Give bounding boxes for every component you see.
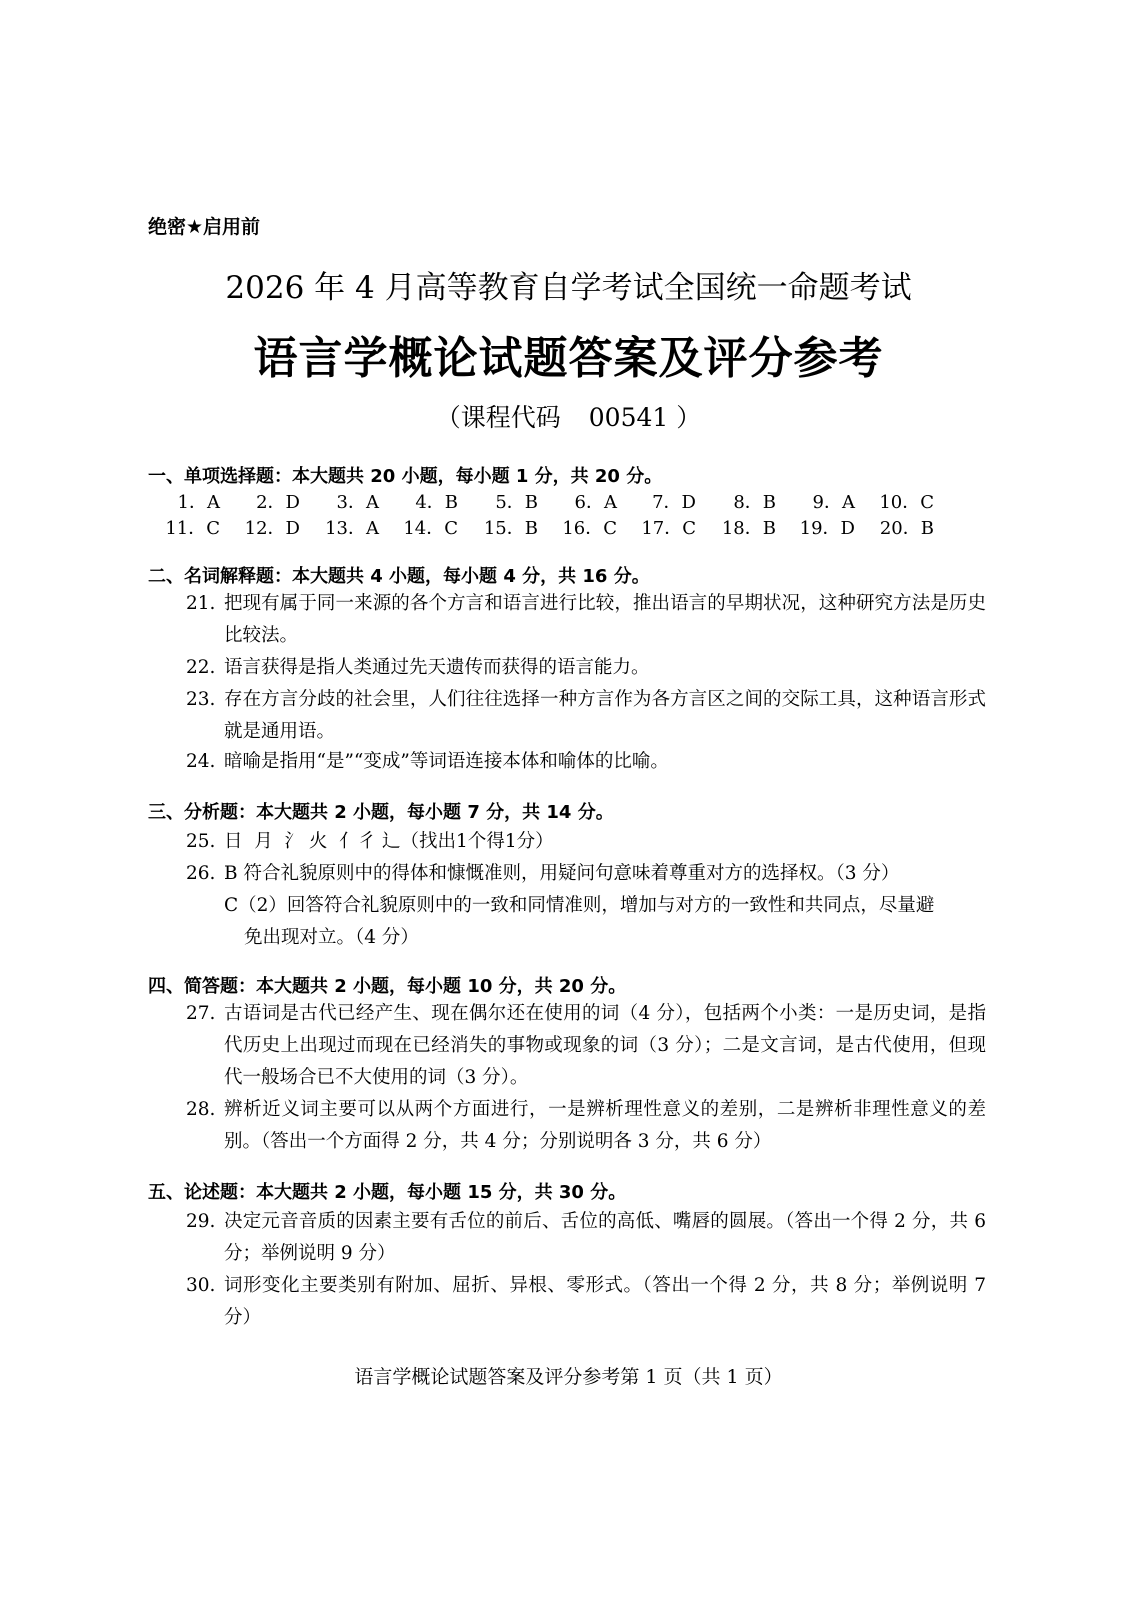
item-text: 暗喻是指用“是”“变成”等词语连接本体和喻体的比喻。 (224, 751, 669, 772)
item-text: 决定元音音质的因素主要有舌位的前后、舌位的高低、嘴唇的圆展。（答出一个得 2 分，共 6 分；举例说明 9 分） (224, 1211, 986, 1264)
page-footer: 语言学概论试题答案及评分参考第 1 页（共 1 页） (354, 1366, 783, 1388)
course-code-label: （课程代码 (435, 403, 561, 432)
answer-27 (186, 998, 986, 1094)
page-title: 语言学概论试题答案及评分参考 (253, 333, 884, 384)
answer-28 (186, 1094, 986, 1158)
answer-item: 1．A (177, 492, 220, 513)
answer-item: 10．C (879, 492, 934, 513)
item-number: 24. (186, 751, 216, 772)
item-text: 语言获得是指人类通过先天遗传而获得的语言能力。 (224, 657, 650, 678)
item-number: 22. (186, 657, 216, 678)
answer-item: 15．B (483, 518, 538, 539)
answer-item: 4．B (415, 492, 458, 513)
item-text: 日 月 氵 火 亻彳 辶（找出1个得1分） (224, 831, 554, 852)
answer-item: 12．D (244, 518, 300, 539)
answer-25 (186, 826, 986, 858)
item-text: 辨析近义词主要可以从两个方面进行，一是辨析理性意义的差别，二是辨析非理性意义的差别。（答出一个方面得 2 分，共 4 分；分别说明各 3 分，共 6 分） (224, 1099, 986, 1152)
item-number: 23. (186, 689, 216, 710)
item-text: 把现有属于同一来源的各个方言和语言进行比较，推出语言的早期状况，这种研究方法是历史比较法。 (224, 593, 986, 646)
answer-30 (186, 1270, 986, 1334)
answer-24 (186, 746, 986, 778)
item-text: C（2）回答符合礼貌原则中的一致和同情准则，增加与对方的一致性和共同点，尽量避 (224, 895, 935, 916)
answer-item: 13．A (325, 518, 379, 539)
section-5-heading: 五、论述题：本大题共 2 小题，每小题 15 分，共 30 分。 (148, 1182, 627, 1203)
answer-item: 8．B (733, 492, 776, 513)
answer-23 (186, 684, 986, 748)
answer-26-part-c (224, 890, 986, 954)
item-number: 26. (186, 863, 216, 884)
answer-row-2 (160, 514, 980, 538)
answer-item: 9．A (812, 492, 855, 513)
item-text-continued: 免出现对立。（4 分） (244, 927, 419, 948)
course-code-value: 00541 ） (588, 403, 702, 432)
answer-item: 6．A (574, 492, 617, 513)
section-2-heading: 二、名词解释题：本大题共 4 小题，每小题 4 分，共 16 分。 (148, 566, 650, 587)
answer-item: 5．B (495, 492, 538, 513)
item-number: 25. (186, 831, 216, 852)
answer-item: 7．D (652, 492, 696, 513)
answer-29 (186, 1206, 986, 1270)
item-text: 古语词是古代已经产生、现在偶尔还在使用的词（4 分），包括两个小类：一是历史词，是指代历史上出现过而现在已经消失的事物或现象的词（3 分）；二是文言词，是古代使用，但现代一般场合已不大使用的词（3 分）。 (224, 1003, 986, 1088)
section-1-heading: 一、单项选择题：本大题共 20 小题，每小题 1 分，共 20 分。 (148, 466, 663, 487)
confidential-label: 绝密★启用前 (148, 216, 261, 238)
answer-item: 18．B (721, 518, 776, 539)
item-number: 30. (186, 1275, 216, 1296)
answer-item: 2．D (256, 492, 300, 513)
course-code (0, 398, 1137, 434)
item-number: 28. (186, 1099, 216, 1120)
answer-21 (186, 588, 986, 652)
item-number: 27. (186, 1003, 216, 1024)
answer-item: 19．D (799, 518, 855, 539)
item-number: 21. (186, 593, 216, 614)
section-3-heading: 三、分析题：本大题共 2 小题，每小题 7 分，共 14 分。 (148, 802, 614, 823)
answer-item: 3．A (336, 492, 379, 513)
answer-26 (186, 858, 986, 890)
item-text: B 符合礼貌原则中的得体和慷慨准则，用疑问句意味着尊重对方的选择权。（3 分） (224, 863, 900, 884)
answer-item: 11．C (165, 518, 220, 539)
section-4-heading: 四、简答题：本大题共 2 小题，每小题 10 分，共 20 分。 (148, 976, 627, 997)
answer-row-1 (160, 488, 980, 512)
answer-item: 17．C (641, 518, 696, 539)
answer-item: 20．B (879, 518, 934, 539)
item-number: 29. (186, 1211, 216, 1232)
exam-title-line: 2026 年 4 月高等教育自学考试全国统一命题考试 (225, 270, 912, 306)
item-text: 存在方言分歧的社会里，人们往往选择一种方言作为各方言区之间的交际工具，这种语言形式就是通用语。 (224, 689, 986, 742)
item-text: 词形变化主要类别有附加、屈折、异根、零形式。（答出一个得 2 分，共 8 分；举例说明 7 分） (224, 1275, 986, 1328)
answer-22 (186, 652, 986, 684)
answer-item: 14．C (403, 518, 458, 539)
answer-item: 16．C (562, 518, 617, 539)
